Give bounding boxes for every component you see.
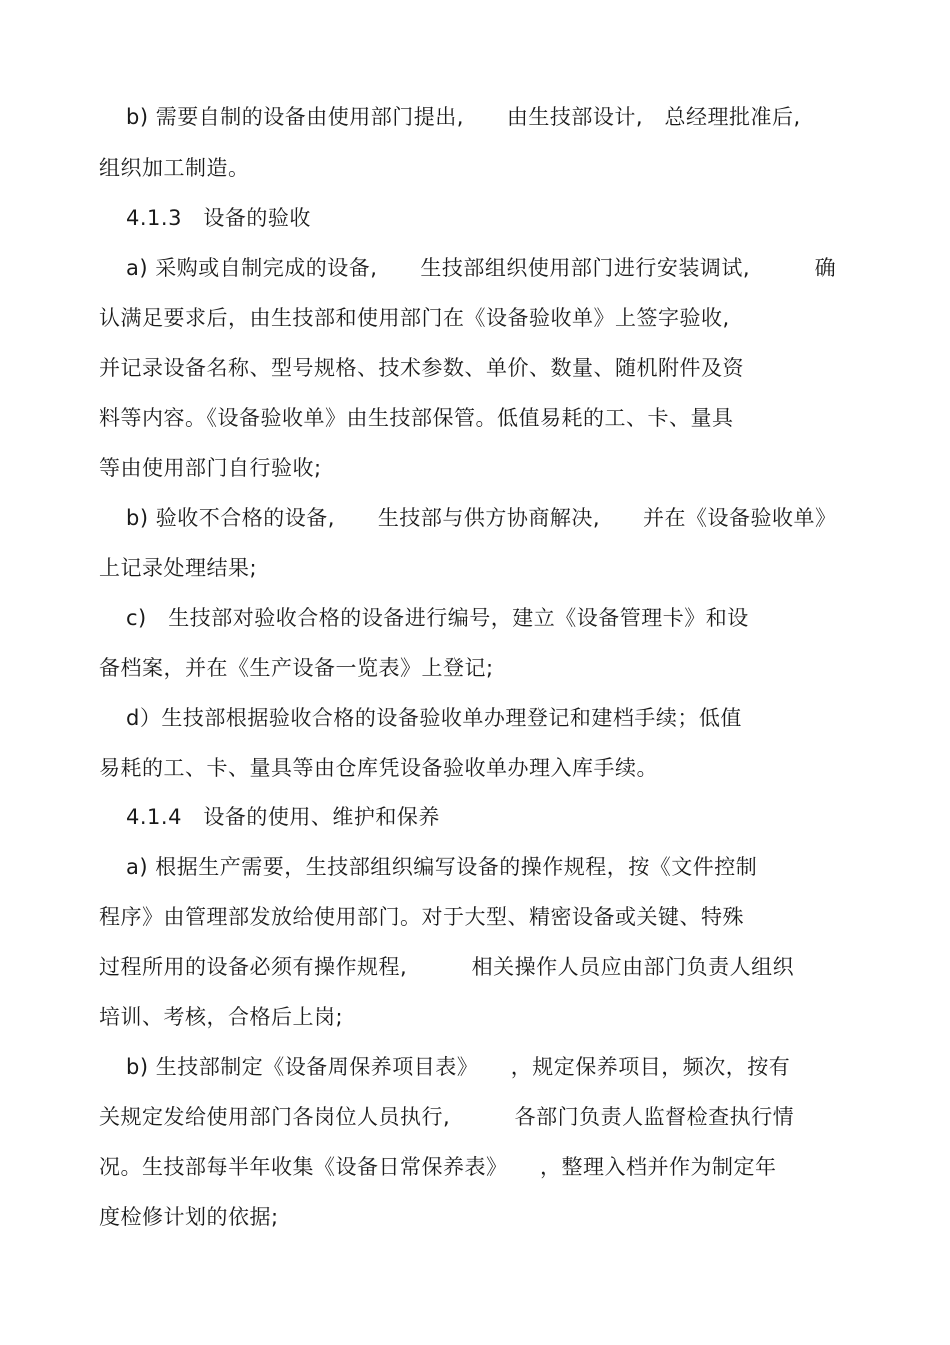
paragraph-line: 关规定发给使用部门各岗位人员执行, 各部门负责人监督检查执行情 bbox=[99, 1105, 795, 1129]
paragraph-line: 度检修计划的依据; bbox=[99, 1205, 279, 1229]
paragraph-line: 料等内容。《设备验收单》由生技部保管。低值易耗的工、卡、量具 bbox=[99, 406, 734, 430]
paragraph-line: 上记录处理结果; bbox=[99, 556, 258, 580]
paragraph-line: 易耗的工、卡、量具等由仓库凭设备验收单办理入库手续。 bbox=[99, 756, 658, 780]
paragraph-line: 过程所用的设备必须有操作规程, 相关操作人员应由部门负责人组织 bbox=[99, 955, 795, 979]
paragraph-line: a) 采购或自制完成的设备, 生技部组织使用部门进行安装调试, 确 bbox=[126, 256, 837, 280]
paragraph-line: 程序》由管理部发放给使用部门。对于大型、精密设备或关键、特殊 bbox=[99, 905, 744, 929]
paragraph-line: d）生技部根据验收合格的设备验收单办理登记和建档手续；低值 bbox=[126, 706, 742, 730]
paragraph-line: 等由使用部门自行验收; bbox=[99, 456, 322, 480]
section-heading: 4.1.3 设备的验收 bbox=[126, 206, 311, 230]
paragraph-line: 认满足要求后，由生技部和使用部门在《设备验收单》上签字验收, bbox=[99, 306, 730, 330]
paragraph-line: 培训、考核，合格后上岗; bbox=[99, 1005, 344, 1029]
paragraph-line: a) 根据生产需要，生技部组织编写设备的操作规程，按《文件控制 bbox=[126, 855, 758, 879]
paragraph-line: 组织加工制造。 bbox=[99, 156, 250, 180]
section-heading: 4.1.4 设备的使用、维护和保养 bbox=[126, 805, 440, 829]
paragraph-line: 并记录设备名称、型号规格、技术参数、单价、数量、随机附件及资 bbox=[99, 356, 744, 380]
paragraph-line: b) 需要自制的设备由使用部门提出, 由生技部设计, 总经理批准后, bbox=[126, 105, 801, 129]
paragraph-line: c) 生技部对验收合格的设备进行编号，建立《设备管理卡》和设 bbox=[126, 606, 749, 630]
paragraph-line: b) 生技部制定《设备周保养项目表》 ，规定保养项目，频次，按有 bbox=[126, 1055, 791, 1079]
paragraph-line: 备档案，并在《生产设备一览表》上登记; bbox=[99, 656, 494, 680]
paragraph-line: 况。生技部每半年收集《设备日常保养表》 ，整理入档并作为制定年 bbox=[99, 1155, 777, 1179]
paragraph-line: b) 验收不合格的设备, 生技部与供方协商解决, 并在《设备验收单》 bbox=[126, 506, 837, 530]
